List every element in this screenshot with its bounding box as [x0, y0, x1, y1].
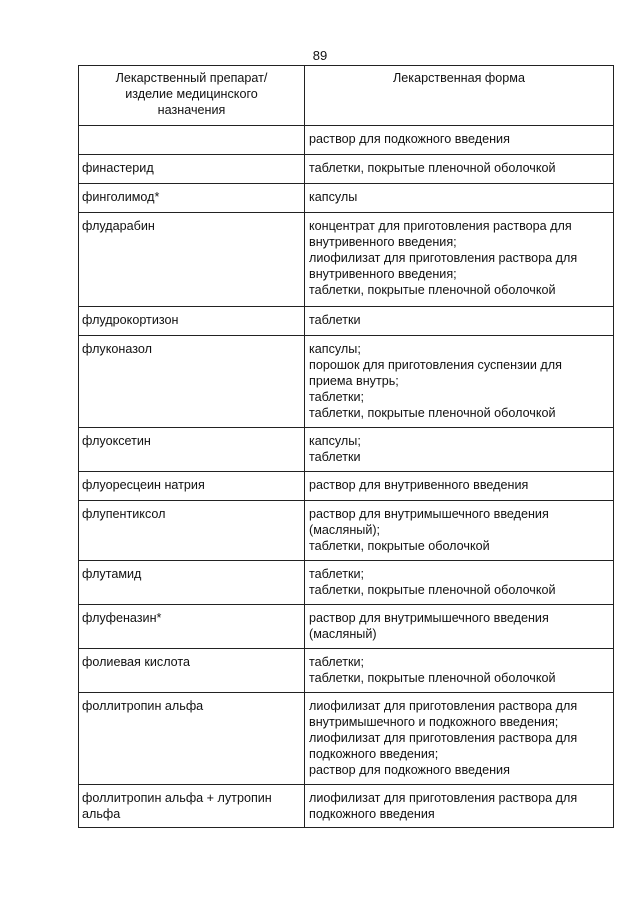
dosage-form-cell [305, 693, 614, 785]
table-row [79, 605, 614, 649]
dosage-form-line: таблетки; [309, 389, 365, 404]
table-row [79, 693, 614, 785]
table-row [79, 213, 614, 307]
drug-name-cell [79, 126, 305, 155]
drug-name [79, 155, 304, 177]
header-dosage-form [305, 66, 614, 126]
drug-name-cell [79, 605, 305, 649]
drug-name [79, 184, 304, 206]
dosage-form-line: таблетки, покрытые пленочной оболочкой [309, 161, 556, 175]
drug-name-line: флуфеназин* [82, 611, 162, 625]
dosage-form [305, 155, 613, 177]
dosage-form [305, 472, 613, 494]
dosage-form-line: порошок для приготовления суспензии для [309, 357, 562, 372]
dosage-form-line: раствор для подкожного введения [309, 132, 510, 146]
drug-name-cell [79, 561, 305, 605]
drug-name-line: фоллитропин альфа [82, 699, 204, 713]
dosage-form-line: таблетки, покрытые пленочной оболочкой [309, 582, 556, 597]
drug-name [79, 693, 304, 715]
dosage-form-cell [305, 155, 614, 184]
dosage-form-line: внутривенного введения; [309, 266, 457, 281]
dosage-form-cell [305, 184, 614, 213]
drug-table [78, 65, 614, 828]
dosage-form-line: капсулы [309, 190, 358, 204]
dosage-form [305, 428, 613, 466]
drug-name-cell [79, 428, 305, 472]
dosage-form-cell [305, 213, 614, 307]
table-row [79, 785, 614, 828]
dosage-form [305, 649, 613, 687]
drug-name [79, 649, 304, 671]
header-line: Лекарственная форма [393, 71, 525, 85]
drug-name [79, 336, 304, 358]
dosage-form-cell [305, 307, 614, 336]
table-row [79, 155, 614, 184]
dosage-form-cell [305, 649, 614, 693]
dosage-form [305, 213, 613, 299]
dosage-form-cell [305, 605, 614, 649]
dosage-form-line: таблетки, покрытые оболочкой [309, 538, 490, 553]
drug-name-cell [79, 307, 305, 336]
drug-name [79, 126, 304, 132]
dosage-form-line: таблетки [309, 449, 361, 464]
table-row [79, 428, 614, 472]
dosage-form-line: (масляный) [309, 626, 377, 641]
header-line: Лекарственный препарат/ [115, 71, 268, 85]
table-row [79, 307, 614, 336]
drug-name [79, 472, 304, 494]
dosage-form [305, 693, 613, 779]
dosage-form-line: раствор для внутривенного введения [309, 478, 529, 492]
header-drug-name-text [79, 66, 304, 119]
drug-name-cell [79, 184, 305, 213]
dosage-form-cell [305, 472, 614, 501]
dosage-form-line: (масляный); [309, 522, 381, 537]
header-line: назначения [157, 102, 226, 117]
dosage-form [305, 785, 613, 823]
dosage-form [305, 605, 613, 643]
drug-name-line: флуконазол [82, 342, 152, 356]
dosage-form-line: лиофилизат для приготовления раствора для [309, 699, 578, 713]
table-row [79, 126, 614, 155]
drug-name [79, 561, 304, 583]
drug-name-line: флутамид [82, 567, 142, 581]
dosage-form [305, 501, 613, 555]
dosage-form [305, 126, 613, 148]
dosage-form-cell [305, 428, 614, 472]
drug-name-cell [79, 472, 305, 501]
dosage-form-line: капсулы; [309, 434, 361, 448]
header-dosage-form-text [305, 66, 613, 87]
table-body [79, 126, 614, 828]
header-line: изделие медицинского [125, 86, 258, 101]
drug-name [79, 785, 304, 823]
dosage-form [305, 336, 613, 422]
dosage-form-line: подкожного введения; [309, 746, 439, 761]
drug-name-cell [79, 693, 305, 785]
dosage-form [305, 561, 613, 599]
dosage-form-line: концентрат для приготовления раствора для [309, 219, 572, 233]
drug-name-line: финголимод* [82, 190, 160, 204]
drug-name [79, 307, 304, 329]
drug-name-cell [79, 649, 305, 693]
drug-name-line: флупентиксол [82, 507, 166, 521]
dosage-form-line: лиофилизат для приготовления раствора для [309, 791, 578, 805]
drug-name [79, 428, 304, 450]
dosage-form-line: внутривенного введения; [309, 234, 457, 249]
dosage-form-cell [305, 501, 614, 561]
table-row [79, 561, 614, 605]
dosage-form-line: лиофилизат для приготовления раствора для [309, 730, 578, 745]
dosage-form-line: капсулы; [309, 342, 361, 356]
dosage-form-line: внутримышечного и подкожного введения; [309, 714, 559, 729]
table-header-row [79, 66, 614, 126]
drug-name-line: фоллитропин альфа + лутропин [82, 791, 272, 805]
dosage-form-line: лиофилизат для приготовления раствора для [309, 250, 578, 265]
table-row [79, 501, 614, 561]
drug-name-line: фолиевая кислота [82, 655, 191, 669]
dosage-form-line: таблетки, покрытые пленочной оболочкой [309, 670, 556, 685]
dosage-form-cell [305, 785, 614, 828]
dosage-form-line: таблетки, покрытые пленочной оболочкой [309, 282, 556, 297]
drug-name-cell [79, 501, 305, 561]
drug-name-line: флуоксетин [82, 434, 151, 448]
dosage-form [305, 307, 613, 329]
dosage-form-line: таблетки, покрытые пленочной оболочкой [309, 405, 556, 420]
drug-name-cell [79, 155, 305, 184]
drug-name [79, 501, 304, 523]
page-number: 89 [312, 48, 328, 63]
drug-name-line: флудрокортизон [82, 313, 179, 327]
table-row [79, 336, 614, 428]
table-row [79, 184, 614, 213]
dosage-form-line: таблетки; [309, 567, 365, 581]
dosage-form-line: таблетки; [309, 655, 365, 669]
drug-name-cell [79, 336, 305, 428]
dosage-form-line: подкожного введения [309, 806, 435, 821]
drug-name-cell [79, 213, 305, 307]
dosage-form-line: приема внутрь; [309, 373, 399, 388]
drug-name-cell [79, 785, 305, 828]
table-row [79, 472, 614, 501]
drug-name-line: альфа [82, 806, 121, 821]
dosage-form-cell [305, 336, 614, 428]
dosage-form-cell [305, 126, 614, 155]
dosage-form-line: таблетки [309, 313, 361, 327]
drug-name-line: флуоресцеин натрия [82, 478, 205, 492]
drug-name-line: финастерид [82, 161, 154, 175]
drug-name-line: флударабин [82, 219, 155, 233]
dosage-form-line: раствор для внутримышечного введения [309, 507, 549, 521]
dosage-form-cell [305, 561, 614, 605]
dosage-form-line: раствор для внутримышечного введения [309, 611, 549, 625]
dosage-form [305, 184, 613, 206]
drug-name [79, 213, 304, 235]
dosage-form-line: раствор для подкожного введения [309, 762, 510, 777]
header-drug-name [79, 66, 305, 126]
drug-name [79, 605, 304, 627]
table-row [79, 649, 614, 693]
